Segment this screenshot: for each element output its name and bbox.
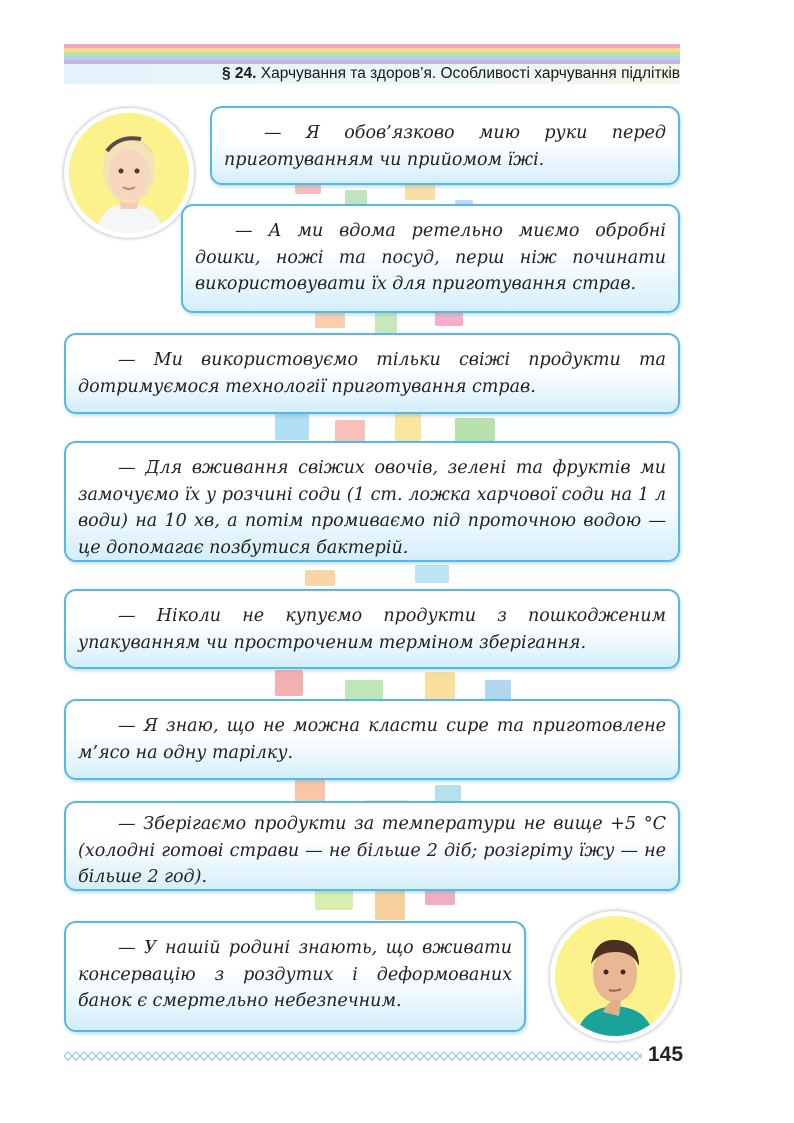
bubble-text-2: — А ми вдома ретельно миємо обробні дошки, ножі та посуд, перш ніж починати використовувати їх для приготування страв. — [195, 221, 666, 294]
speech-bubble-2 — [181, 204, 680, 313]
bubble-text-6: — Я знаю, що не можна класти сире та приготовлене м’ясо на одну тарілку. — [78, 716, 666, 763]
footer-diamond-line — [64, 1050, 642, 1062]
header-stripes — [64, 44, 680, 64]
boy-avatar — [550, 911, 680, 1041]
page-number: 145 — [648, 1043, 684, 1066]
speech-bubble-6 — [64, 699, 680, 780]
bubble-text-8: — У нашій родині знають, що вживати консервацію з роздутих і деформованих банок є смертельно небезпечним. — [78, 938, 512, 1011]
bubble-text-5: — Ніколи не купуємо продукти з пошкодженим упакуванням чи простроченим терміном зберігання. — [78, 606, 666, 653]
boy-portrait-icon — [555, 916, 675, 1036]
section-title: Харчування та здоров’я. Особливості харчування підлітків — [260, 65, 680, 82]
section-number: § 24. — [221, 65, 257, 82]
bubble-text-3: — Ми використовуємо тільки свіжі продукти та дотримуємося технології приготування страв. — [78, 350, 666, 397]
bubble-text-4: — Для вживання свіжих овочів, зелені та фруктів ми замочуємо їх у розчині соди (1 ст. ложка харчової соди на 1 л води) на 10 хв, а потім промиваємо під проточною водою — це допомагає позбутися бактерій. — [78, 458, 666, 558]
girl-portrait-icon — [69, 113, 189, 233]
speech-bubble-5 — [64, 589, 680, 669]
header-text — [222, 64, 680, 84]
speech-bubble-4 — [64, 441, 680, 562]
girl-avatar — [64, 108, 194, 238]
bubble-text-1: — Я обов’язково мию руки перед приготуванням чи прийомом їжі. — [224, 123, 666, 170]
running-header — [64, 64, 680, 84]
speech-bubble-8 — [64, 921, 526, 1032]
bubble-text-7: — Зберігаємо продукти за температури не вище +5 °С (холодні готові страви — не більше 2 діб; розігріту їжу — не більше 2 год). — [78, 814, 666, 887]
speech-bubble-7 — [64, 801, 680, 891]
speech-bubble-1 — [210, 106, 680, 185]
speech-bubble-3 — [64, 333, 680, 414]
